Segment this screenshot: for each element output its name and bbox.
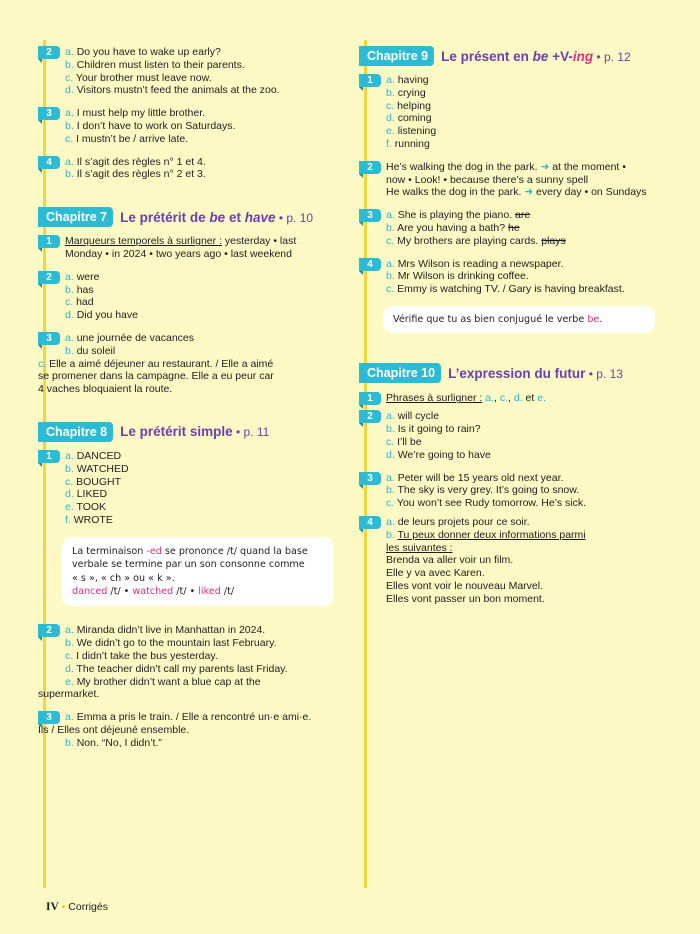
answer-text: WROTE [73,513,113,526]
item-letter: b. [386,86,395,99]
answer-text: 4 vaches bloquaient la route. [38,383,173,396]
answer-text: LIKED [76,488,108,501]
item-letter: e. [65,675,74,688]
answer-text: The sky is very grey. It’s going to snow. [397,484,580,497]
answer-text: were [76,270,100,283]
item-letter: f. [386,137,392,150]
answer-text: Mr Wilson is drinking coffee. [397,270,529,283]
item-letter: b. [65,462,74,475]
item-letter: b. [65,168,74,181]
answer-text: se promener dans la campagne. Elle a eu peur car [38,370,274,383]
item-letter: c. [386,497,395,510]
footer-label: Corrigés [68,901,108,913]
answer-text: He walks the dog in the park. [386,186,525,199]
ch9-exercise-2 [359,161,664,199]
item-letter: d. [65,662,74,675]
conjugation-note: Vérifie que tu as bien conjugué le verbe be. [383,306,655,333]
pronunciation-note: La terminaison -ed se prononce /t/ quand la base verbale se termine par un son consonne comme « s », « ch » ou « k ». danced /t/ • watched /t/ • liked /t/ [62,537,334,607]
item-letter: e. [65,501,74,514]
item-letter: b. [65,283,74,296]
arrow-icon: ➜ [524,186,534,199]
answer-text: Non. “No, I didn’t.” [76,736,162,749]
answer-text: I must help my little brother. [76,107,206,120]
chapter-label: Chapitre 10 [359,363,441,383]
chapter-9-header [359,46,664,66]
ch8-exercise-2 [38,624,338,701]
answer-text: running [394,137,430,150]
answer-text: Children must listen to their parents. [76,58,245,71]
exercise-number-badge: 2 [38,624,60,637]
answer-text: Did you have [76,309,138,322]
answer-text: Emmy is watching TV. / Gary is having breakfast. [397,283,625,296]
instruction-text: Phrases à surligner : [386,392,483,405]
answer-text: My brothers are playing cards. [397,234,542,247]
answer-text: We didn’t go to the mountain last February. [76,637,277,650]
answer-text: now • Look! • because there’s a sunny spell [386,173,589,186]
exercise-number-badge: 1 [38,235,60,248]
item-letter: c. [65,475,74,488]
answer-text: TOOK [76,501,107,514]
exercise-number-badge: 4 [359,516,381,529]
answer-text: Are you having a bath? [397,221,509,234]
chapter-title: Le prétérit simple • p. 11 [120,424,270,440]
answer-text: Is it going to rain? [397,423,481,436]
answer-text: WATCHED [76,462,129,475]
answer-text: Emma a pris le train. / Elle a rencontré un·e ami·e. [76,711,312,724]
chapter-label: Chapitre 7 [38,207,113,227]
ch10-exercise-3 [359,472,664,510]
answer-text: The teacher didn’t call my parents last Friday. [76,662,288,675]
answer-text: having [397,74,429,86]
exercise-number-badge: 2 [359,161,381,174]
exercise-number-badge: 2 [359,410,381,423]
page-number: IV [46,901,59,913]
exercise-number-badge: 3 [38,107,60,120]
chapter-7-header [38,207,338,227]
answer-text: Elle y va avec Karen. [386,567,485,580]
ch8-exercise-3: 3 a. Emma a pris le train. / Elle a rencontré un·e ami·e. Ils / Elles ont déjeuné ensemble. b. Non. “No, I didn’t.” [38,711,338,749]
item-letter: f. [65,513,71,526]
answer-text: My brother didn’t want a blue cap at the [76,675,261,688]
answer-text: at the moment • [549,160,626,173]
item-letter: a. [386,471,395,484]
answer-text: We’re going to have [397,448,491,461]
answer-text: I mustn’t be / arrive late. [76,132,189,145]
item-letter: b. [65,637,74,650]
answer-text: une journée de vacances [76,331,195,344]
chapter-label: Chapitre 9 [359,46,434,66]
exercise-4-rules [38,156,338,182]
answer-text: crying [397,86,426,99]
exercise-number-badge: 1 [359,74,381,87]
item-letter: d. [386,112,395,125]
answer-text: Il s’agit des règles n° 1 et 4. [76,155,206,168]
item-letter: d. [386,448,395,461]
instruction-text: Tu peux donner deux informations parmi [397,528,586,541]
item-letter: a. [65,270,74,283]
chapter-10-header [359,363,664,383]
answer-text: listening [397,125,437,138]
chapter-title: Le prétérit de be et have • p. 10 [120,209,314,225]
answer-text: Ils / Elles ont déjeuné ensemble. [38,723,190,736]
exercise-number-badge: 3 [38,711,60,724]
answer-text: Your brother must leave now. [75,71,212,84]
chapter-title: L’expression du futur • p. 13 [448,365,623,381]
answer-text: BOUGHT [76,475,122,488]
answer-text: Visitors mustn’t feed the animals at the zoo. [76,84,280,97]
exercise-3-modals [38,107,338,145]
ch7-exercise-1 [38,235,338,261]
answer-text: Elles vont voir le nouveau Marvel. [386,579,543,592]
item-letter: c. [386,435,395,448]
answer-text: Mrs Wilson is reading a newspaper. [397,257,564,270]
item-letter: b. [65,119,74,132]
exercise-number-badge: 3 [38,332,60,345]
item-letter: b. [386,270,395,283]
exercise-number-badge: 1 [38,450,60,463]
item-letter: a. [386,257,395,270]
answer-text: du soleil [76,344,116,357]
answer-text: I don’t have to work on Saturdays. [76,119,236,132]
page-footer [46,901,108,913]
item-letter: a. [65,449,74,462]
answer-text: had [76,296,94,309]
answer-text: Peter will be 15 years old next year. [397,471,564,484]
crossed-word: plays [541,234,566,247]
answer-text: will cycle [397,410,440,423]
item-letter: c. [386,99,395,112]
chapter-8-header [38,422,338,442]
item-letter: a. [65,624,74,637]
answer-text: You won’t see Rudy tomorrow. He’s sick. [396,497,586,510]
answer-text: yesterday • last [221,235,297,248]
answer-text: I didn’t take the bus yesterday. [76,649,218,662]
item-letter: c. [65,649,74,662]
crossed-word: are [515,209,531,222]
item-letter: e. [386,125,395,138]
instruction-text: les suivantes : [386,541,453,554]
answer-text: helping [397,99,431,112]
item-letter: a. [65,107,74,120]
ch10-exercise-2 [359,410,664,461]
ch8-exercise-1 [38,450,338,527]
answer-text: de leurs projets pour ce soir. [397,515,530,528]
answer-text: supermarket. [38,688,100,701]
ch10-exercise-4: 4 a. de leurs projets pour ce soir. b. Tu peux donner deux informations parmi les suivantes : Brenda va aller voir un film. Elle y va avec Karen. Elles vont voir le nouveau Marvel. Elles vont passer un bon moment. [359,516,664,606]
answer-text: Monday • in 2024 • two years ago • last weekend [65,247,292,260]
item-letter: d. [65,84,74,97]
exercise-number-badge: 3 [359,472,381,485]
left-column [38,46,338,750]
answer-text: She is playing the piano. [397,209,516,222]
ch10-exercise-1: 1 Phrases à surligner : a., c., d. et e. [359,392,664,405]
ch7-exercise-2 [38,271,338,322]
answer-text: Brenda va aller voir un film. [386,554,514,567]
answer-text: Elles vont passer un bon moment. [386,592,545,605]
answer-text: He’s walking the dog in the park. [386,160,541,173]
footer-separator: • [58,901,69,913]
item-letter: b. [386,423,395,436]
exercise-number-badge: 1 [359,392,381,405]
ch9-exercise-3: 3 a. She is playing the piano. are b. Are you having a bath? he c. My brothers are playing cards. plays [359,209,664,247]
item-letter: a. [386,74,395,86]
exercise-number-badge: 4 [359,258,381,271]
item-letter: c. [65,296,74,309]
chapter-title: Le présent en be +V-ing • p. 12 [441,48,631,64]
exercise-number-badge: 3 [359,209,381,222]
answer-text: Do you have to wake up early? [76,46,221,58]
exercise-number-badge: 4 [38,156,60,169]
exercise-number-badge: 2 [38,271,60,284]
item-letter: c. [65,71,74,84]
item-letter: b. [386,484,395,497]
item-letter: a. [386,410,395,423]
ch9-exercise-1 [359,74,664,151]
ch9-exercise-4 [359,258,664,296]
answer-text: Elle a aimé déjeuner au restaurant. / Elle a aimé [49,357,274,370]
exercise-number-badge: 2 [38,46,60,59]
item-letter: d. [65,309,74,322]
answer-text: every day • on Sundays [533,186,647,199]
exercise-2-modals [38,46,338,97]
item-letter: a. [65,46,74,58]
item-letter: d. [65,488,74,501]
crossed-word: he [508,221,520,234]
answer-text: Il s’agit des règles n° 2 et 3. [76,168,206,181]
chapter-label: Chapitre 8 [38,422,113,442]
instruction-text: Marqueurs temporels à surligner : [65,235,222,248]
item-letter: b. [65,58,74,71]
ch7-exercise-3: 3 a. une journée de vacances b. du soleil c. Elle a aimé déjeuner au restaurant. / Elle a aimé se promener dans la campagne. Elle a eu peur car 4 vaches bloquaient la route. [38,332,338,396]
answer-text: has [76,283,94,296]
answer-text: Miranda didn’t live in Manhattan in 2024. [76,624,266,637]
answer-text: DANCED [76,449,122,462]
item-letter: c. [65,132,74,145]
item-letter: a. [65,155,74,168]
arrow-icon: ➜ [540,160,550,173]
answer-text: coming [397,112,432,125]
item-letter: c. [386,283,395,296]
answer-text: I’ll be [397,435,422,448]
right-column [359,46,664,606]
